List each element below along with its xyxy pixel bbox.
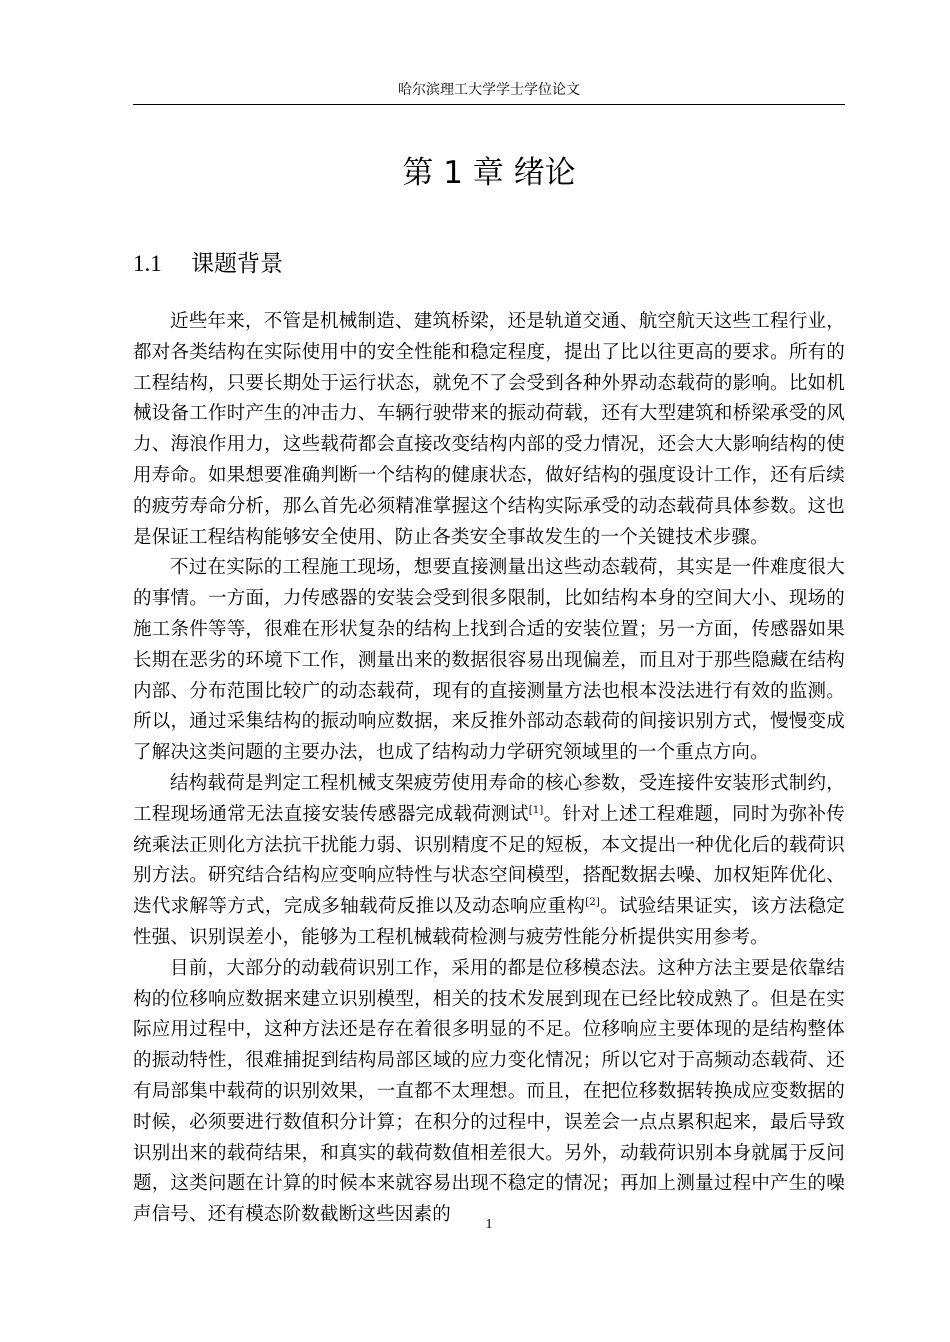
paragraph-2: 不过在实际的工程施工现场，想要直接测量出这些动态载荷，其实是一件难度很大的事情。一方面，力传感器的安装会受到很多限制，比如结构本身的空间大小、现场的施工条件等等，很难在形状复杂的结构上找到合适的安装位置；另一方面，传感器如果长期在恶劣的环境下工作，测量出来的数据很容易出现偏差，而且对于那些隐藏在结构内部、分布范围比较广的动态载荷，现有的直接测量方法也根本没法进行有效的监测。所以，通过采集结构的振动响应数据，来反推外部动态载荷的间接识别方式，慢慢变成了解决这类问题的主要办法，也成了结构动力学研究领域里的一个重点方向。 — [133, 557, 845, 764]
citation-2[interactable]: [2] — [585, 896, 601, 908]
paragraph-3-part-c: 。试验结果证实，该方法稳定性强、识别误差小，能够为工程机械载荷检测与疲劳性能分析提供实用参考。 — [133, 896, 845, 948]
page-number: 1 — [485, 1217, 493, 1232]
section-heading — [133, 242, 283, 286]
paragraph-3-part-b: 。针对上述工程难题，同时为弥补传统乘法正则化方法抗干扰能力弱、识别精度不足的短板，本文提出一种优化后的载荷识别方法。研究结合结构应变响应特性与状态空间模型，搭配数据去噪、加权矩阵优化、迭代求解等方式，完成多轴载荷反推以及动态响应重构 — [133, 803, 846, 918]
body-text — [133, 307, 845, 1231]
paragraph-1: 近些年来，不管是机械制造、建筑桥梁，还是轨道交通、航空航天这些工程行业，都对各类结构在实际使用中的安全性能和稳定程度，提出了比以往更高的要求。所有的工程结构，只要长期处于运行状态，就免不了会受到各种外界动态载荷的影响。比如机械设备工作时产生的冲击力、车辆行驶带来的振动荷载，还有大型建筑和桥梁承受的风力、海浪作用力，这些载荷都会直接改变结构内部的受力情况，还会大大影响结构的使用寿命。如果想要准确判断一个结构的健康状态，做好结构的强度设计工作，还有后续的疲劳寿命分析，那么首先必须精准掌握这个结构实际承受的动态载荷具体参数。这也是保证工程结构能够安全使用、防止各类安全事故发生的一个关键技术步骤。 — [133, 311, 845, 548]
section-title: 课题背景 — [191, 251, 283, 277]
chapter-title: 第 1 章 绪论 — [402, 155, 576, 191]
section-number: 1.1 — [133, 251, 162, 276]
running-header: 哈尔滨理工大学学士学位论文 — [398, 82, 580, 98]
paragraph-3-part-a: 结构载荷是判定工程机械支架疲劳使用寿命的核心参数，受连接件安装形式制约，工程现场通常无法直接安装传感器完成载荷测试 — [133, 772, 845, 825]
paragraph-4: 目前，大部分的动载荷识别工作，采用的都是位移模态法。这种方法主要是依靠结构的位移响应数据来建立识别模型，相关的技术发展到现在已经比较成熟了。但是在实际应用过程中，这种方法还是存在着很多明显的不足。位移响应主要体现的是结构整体的振动特性，很难捕捉到结构局部区域的应力变化情况；所以它对于高频动态载荷、还有局部集中载荷的识别效果，一直都不太理想。而且，在把位移数据转换成应变数据的时候，必须要进行数值积分计算；在积分的过程中，误差会一点点累积起来，最后导致识别出来的载荷结果，和真实的载荷数值相差很大。另外，动载荷识别本身就属于反问题，这类问题在计算的时候本来就容易出现不稳定的情况；再加上测量过程中产生的噪声信号、还有模态阶数截断这些因素的 — [133, 957, 845, 1226]
paragraph-3 — [133, 769, 845, 954]
header-rule — [133, 104, 845, 105]
citation-1[interactable]: [1] — [528, 804, 544, 816]
